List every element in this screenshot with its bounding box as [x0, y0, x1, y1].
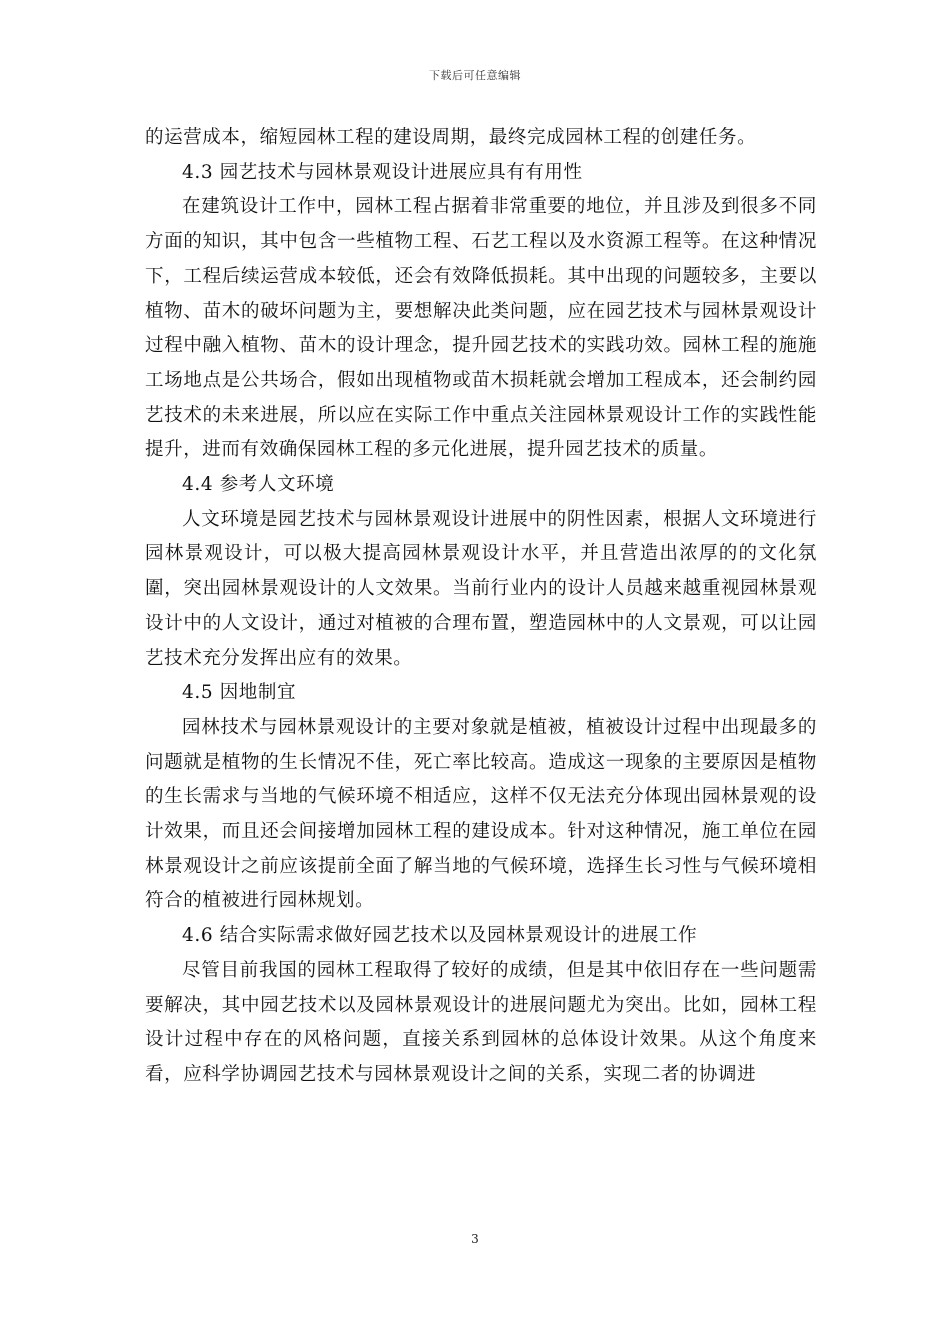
document-body — [145, 121, 817, 1093]
paragraph-4-4: 人文环境是园艺技术与园林景观设计进展中的阴性因素，根据人文环境进行园林景观设计，可以极大提高园林景观设计水平，并且营造出浓厚的的文化氛圍，突出园林景观设计的人文效果。当前行业内的设计人员越来越重视园林景观设计中的人文设计，通过对植被的合理布置，塑造园林中的人文景观，可以让园艺技术充分发挥出应有的效果。 — [145, 508, 817, 669]
paragraph-4-3: 在建筑设计工作中，园林工程占据着非常重要的地位，并且涉及到很多不同方面的知识，其中包含一些植物工程、石艺工程以及水资源工程等。在这种情况下，工程后续运营成本较低，还会有效降低损耗。其中出现的问题较多，主要以植物、苗木的破坏问题为主，要想解决此类问题，应在园艺技术与园林景观设计过程中融入植物、苗木的设计理念，提升园艺技术的实践功效。园林工程的施施工场地点是公共场合，假如出现植物或苗木损耗就会增加工程成本，还会制约园艺技术的未来进展，所以应在实际工作中重点关注园林景观设计工作的实践性能提升，进而有效确保园林工程的多元化进展，提升园艺技术的质量。 — [145, 196, 817, 461]
section-heading-4-3: 4.3 园艺技术与园林景观设计进展应具有有用性 — [182, 161, 583, 183]
section-heading-4-6: 4.6 结合实际需求做好园艺技术以及园林景观设计的进展工作 — [182, 925, 698, 947]
paragraph-4-5: 园林技术与园林景观设计的主要对象就是植被，植被设计过程中出现最多的问题就是植物的生长情况不佳，死亡率比较高。造成这一现象的主要原因是植物的生长需求与当地的气候环境不相适应，这样不仅无法充分体现出园林景观的设计效果，而且还会间接增加园林工程的建设成本。针对这种情况，施工单位在园林景观设计之前应该提前全面了解当地的气候环境，选择生长习性与气候环境相符合的植被进行园林规划。 — [145, 716, 817, 912]
page-number: 3 — [471, 1232, 479, 1246]
paragraph-intro-continued: 的运营成本，缩短园林工程的建设周期，最终完成园林工程的创建任务。 — [145, 127, 757, 148]
section-heading-4-4: 4.4 参考人文环境 — [182, 474, 335, 496]
section-heading-4-5: 4.5 因地制宜 — [182, 682, 297, 704]
paragraph-4-6: 尽管目前我国的园林工程取得了较好的成绩，但是其中依旧存在一些问题需要解决，其中园艺技术以及园林景观设计的进展问题尤为突出。比如，园林工程设计过程中存在的风格问题，直接关系到园林的总体设计效果。从这个角度来看，应科学协调园艺技术与园林景观设计之间的关系，实现二者的协调进 — [145, 959, 817, 1085]
page-header: 下载后可任意编辑 — [429, 69, 521, 82]
